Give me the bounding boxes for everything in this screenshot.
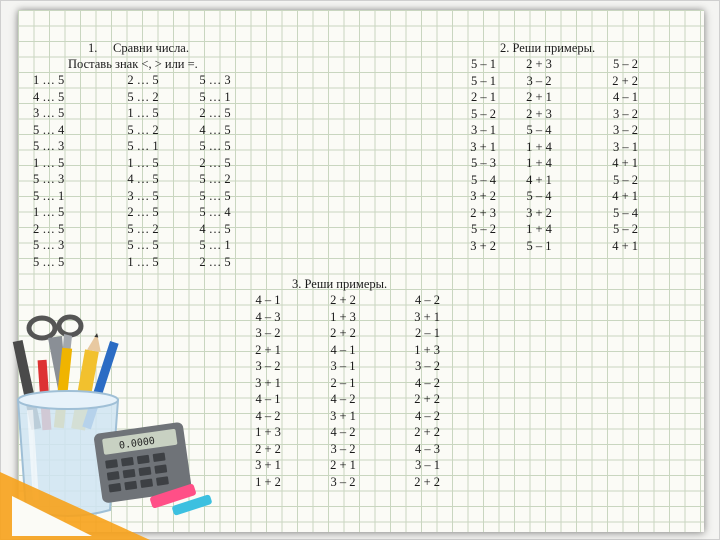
example-task1-col3-9: 5 … 4 (199, 205, 231, 219)
example-task1-col1-12: 5 … 5 (33, 254, 65, 269)
example-task1-col2-12: 1 … 5 (127, 254, 159, 269)
example-task3-col2-2: 1 + 3 (330, 309, 356, 324)
task3-column-2 (318, 292, 368, 490)
example-task1-col2-11: 5 … 5 (127, 238, 159, 252)
example-task2-col2-8: 4 + 1 (526, 172, 552, 187)
task1-column-3 (185, 72, 245, 270)
example-task3-col2-12: 3 – 2 (330, 474, 356, 489)
example-task2-col3-11: 5 – 2 (613, 222, 638, 236)
example-task2-col1-3: 2 – 1 (471, 90, 496, 104)
example-task3-col2-6: 2 – 1 (330, 375, 356, 390)
example-task1-col1-6: 1 … 5 (33, 155, 65, 170)
example-task3-col2-10: 3 – 2 (330, 441, 356, 456)
example-task1-col2-4: 5 … 2 (127, 122, 159, 137)
example-task3-col1-12: 1 + 2 (255, 474, 281, 489)
example-task3-col1-10: 2 + 2 (255, 441, 281, 456)
example-task2-col1-5: 3 – 1 (471, 123, 496, 137)
example-task3-col3-10: 4 – 3 (415, 441, 440, 456)
example-task1-col3-8: 5 … 5 (199, 188, 231, 203)
task1-instruction: Поставь знак <, > или =. (68, 57, 198, 71)
example-task3-col1-4: 2 + 1 (255, 342, 281, 357)
example-task3-col2-7: 4 – 2 (330, 392, 356, 406)
example-task2-col1-8: 5 – 4 (471, 172, 496, 187)
example-task1-col1-7: 5 … 3 (33, 172, 65, 186)
example-task2-col2-1: 2 + 3 (526, 57, 552, 71)
example-task3-col2-3: 2 + 2 (330, 326, 356, 340)
example-task2-col3-4: 3 – 2 (613, 106, 638, 121)
example-task1-col1-4: 5 … 4 (33, 122, 65, 137)
example-task3-col2-11: 2 + 1 (330, 458, 356, 472)
example-task2-col2-7: 1 + 4 (526, 156, 552, 170)
example-task3-col3-3: 2 – 1 (415, 326, 440, 340)
example-task3-col2-4: 4 – 1 (330, 342, 356, 357)
example-task1-col2-6: 1 … 5 (127, 155, 159, 170)
example-task2-col1-6: 3 + 1 (470, 139, 496, 154)
example-task3-col1-5: 3 – 2 (255, 359, 281, 373)
example-task3-col1-9: 1 + 3 (255, 425, 281, 439)
task1-title: Сравни числа. (113, 41, 189, 55)
task1-number: 1. (88, 41, 98, 55)
task3-title: 3. Реши примеры. (292, 277, 388, 291)
example-task3-col3-8: 4 – 2 (415, 408, 440, 423)
example-task3-col3-9: 2 + 2 (414, 425, 440, 439)
example-task3-col3-11: 3 – 1 (415, 458, 440, 472)
task2-column-2 (514, 56, 564, 254)
task3-column-3 (390, 292, 440, 490)
example-task2-col3-10: 5 – 4 (613, 205, 638, 220)
example-task1-col1-1: 1 … 5 (33, 73, 65, 87)
example-task1-col3-3: 2 … 5 (199, 106, 231, 120)
example-task2-col2-12: 5 – 1 (526, 238, 552, 253)
example-task3-col3-4: 1 + 3 (414, 342, 440, 357)
example-task3-col1-11: 3 + 1 (255, 458, 281, 472)
example-task1-col1-11: 5 … 3 (33, 238, 65, 252)
example-task2-col1-7: 5 – 3 (471, 156, 496, 170)
example-task1-col3-6: 2 … 5 (199, 155, 231, 170)
example-task3-col2-5: 3 – 1 (330, 359, 356, 373)
example-task1-col2-2: 5 … 2 (127, 89, 159, 104)
example-task2-col2-10: 3 + 2 (526, 205, 552, 220)
example-task3-col1-6: 3 + 1 (255, 375, 281, 390)
example-task1-col2-9: 2 … 5 (127, 205, 159, 219)
example-task3-col3-1: 4 – 2 (415, 293, 440, 307)
example-task1-col2-1: 2 … 5 (127, 73, 159, 87)
example-task1-col3-10: 4 … 5 (199, 221, 231, 236)
example-task1-col2-3: 1 … 5 (127, 106, 159, 120)
example-task2-col2-5: 5 – 4 (526, 123, 552, 137)
example-task2-col3-12: 4 + 1 (612, 238, 638, 253)
example-task2-col3-2: 2 + 2 (612, 73, 638, 88)
example-task3-col3-7: 2 + 2 (414, 392, 440, 406)
example-task2-col3-3: 4 – 1 (613, 90, 638, 104)
example-task2-col3-9: 4 + 1 (612, 189, 638, 203)
example-task2-col2-3: 2 + 1 (526, 90, 552, 104)
example-task1-col2-10: 5 … 2 (127, 221, 159, 236)
example-task1-col3-7: 5 … 2 (199, 172, 231, 186)
example-task3-col2-8: 3 + 1 (330, 408, 356, 423)
example-task2-col2-6: 1 + 4 (526, 139, 552, 154)
example-task3-col3-5: 3 – 2 (415, 359, 440, 373)
stationery-clipart (0, 300, 240, 540)
example-task1-col3-5: 5 … 5 (199, 139, 231, 153)
example-task2-col2-9: 5 – 4 (526, 189, 552, 203)
example-task3-col2-9: 4 – 2 (330, 425, 356, 439)
example-task2-col3-6: 3 – 1 (613, 139, 638, 154)
example-task3-col1-2: 4 – 3 (255, 309, 281, 324)
example-task1-col1-9: 1 … 5 (33, 205, 65, 219)
task2-column-3 (588, 56, 638, 254)
example-task2-col1-11: 5 – 2 (471, 222, 496, 236)
example-task3-col3-12: 2 + 2 (414, 474, 440, 489)
example-task1-col3-11: 5 … 1 (199, 238, 231, 252)
calculator-display: 0.0000 (118, 435, 156, 452)
example-task2-col2-2: 3 – 2 (526, 73, 552, 88)
example-task3-col1-3: 3 – 2 (255, 326, 281, 340)
example-task1-col1-8: 5 … 1 (33, 188, 65, 203)
example-task2-col1-9: 3 + 2 (470, 189, 496, 203)
task2-column-1 (446, 56, 496, 254)
example-task2-col1-4: 5 – 2 (471, 106, 496, 121)
example-task1-col1-3: 3 … 5 (33, 106, 65, 120)
example-task2-col1-12: 3 + 2 (470, 238, 496, 253)
example-task2-col1-10: 2 + 3 (470, 205, 496, 220)
example-task3-col1-1: 4 – 1 (255, 293, 281, 307)
example-task1-col2-5: 5 … 1 (127, 139, 159, 153)
example-task1-col3-4: 4 … 5 (199, 122, 231, 137)
example-task2-col3-1: 5 – 2 (613, 57, 638, 71)
example-task2-col3-5: 3 – 2 (613, 123, 638, 137)
example-task1-col2-7: 4 … 5 (127, 172, 159, 186)
example-task2-col3-7: 4 + 1 (612, 156, 638, 170)
example-task1-col3-2: 5 … 1 (199, 89, 231, 104)
task1-column-2 (113, 72, 173, 270)
example-task2-col1-1: 5 – 1 (471, 57, 496, 71)
example-task3-col2-1: 2 + 2 (330, 293, 356, 307)
example-task2-col1-2: 5 – 1 (471, 73, 496, 88)
example-task1-col1-10: 2 … 5 (33, 221, 65, 236)
example-task1-col1-5: 5 … 3 (33, 139, 65, 153)
example-task1-col3-1: 5 … 3 (199, 73, 231, 87)
task2-title: 2. Реши примеры. (500, 41, 596, 55)
example-task1-col1-2: 4 … 5 (33, 89, 65, 104)
example-task2-col3-8: 5 – 2 (613, 172, 638, 187)
example-task2-col2-4: 2 + 3 (526, 106, 552, 121)
task1-column-1 (33, 72, 93, 270)
example-task3-col3-6: 4 – 2 (415, 375, 440, 390)
example-task2-col2-11: 1 + 4 (526, 222, 552, 236)
example-task3-col1-8: 4 – 2 (255, 408, 281, 423)
example-task1-col3-12: 2 … 5 (199, 254, 231, 269)
example-task1-col2-8: 3 … 5 (127, 188, 159, 203)
task3-column-1 (243, 292, 293, 490)
example-task3-col1-7: 4 – 1 (255, 392, 281, 406)
example-task3-col3-2: 3 + 1 (414, 309, 440, 324)
